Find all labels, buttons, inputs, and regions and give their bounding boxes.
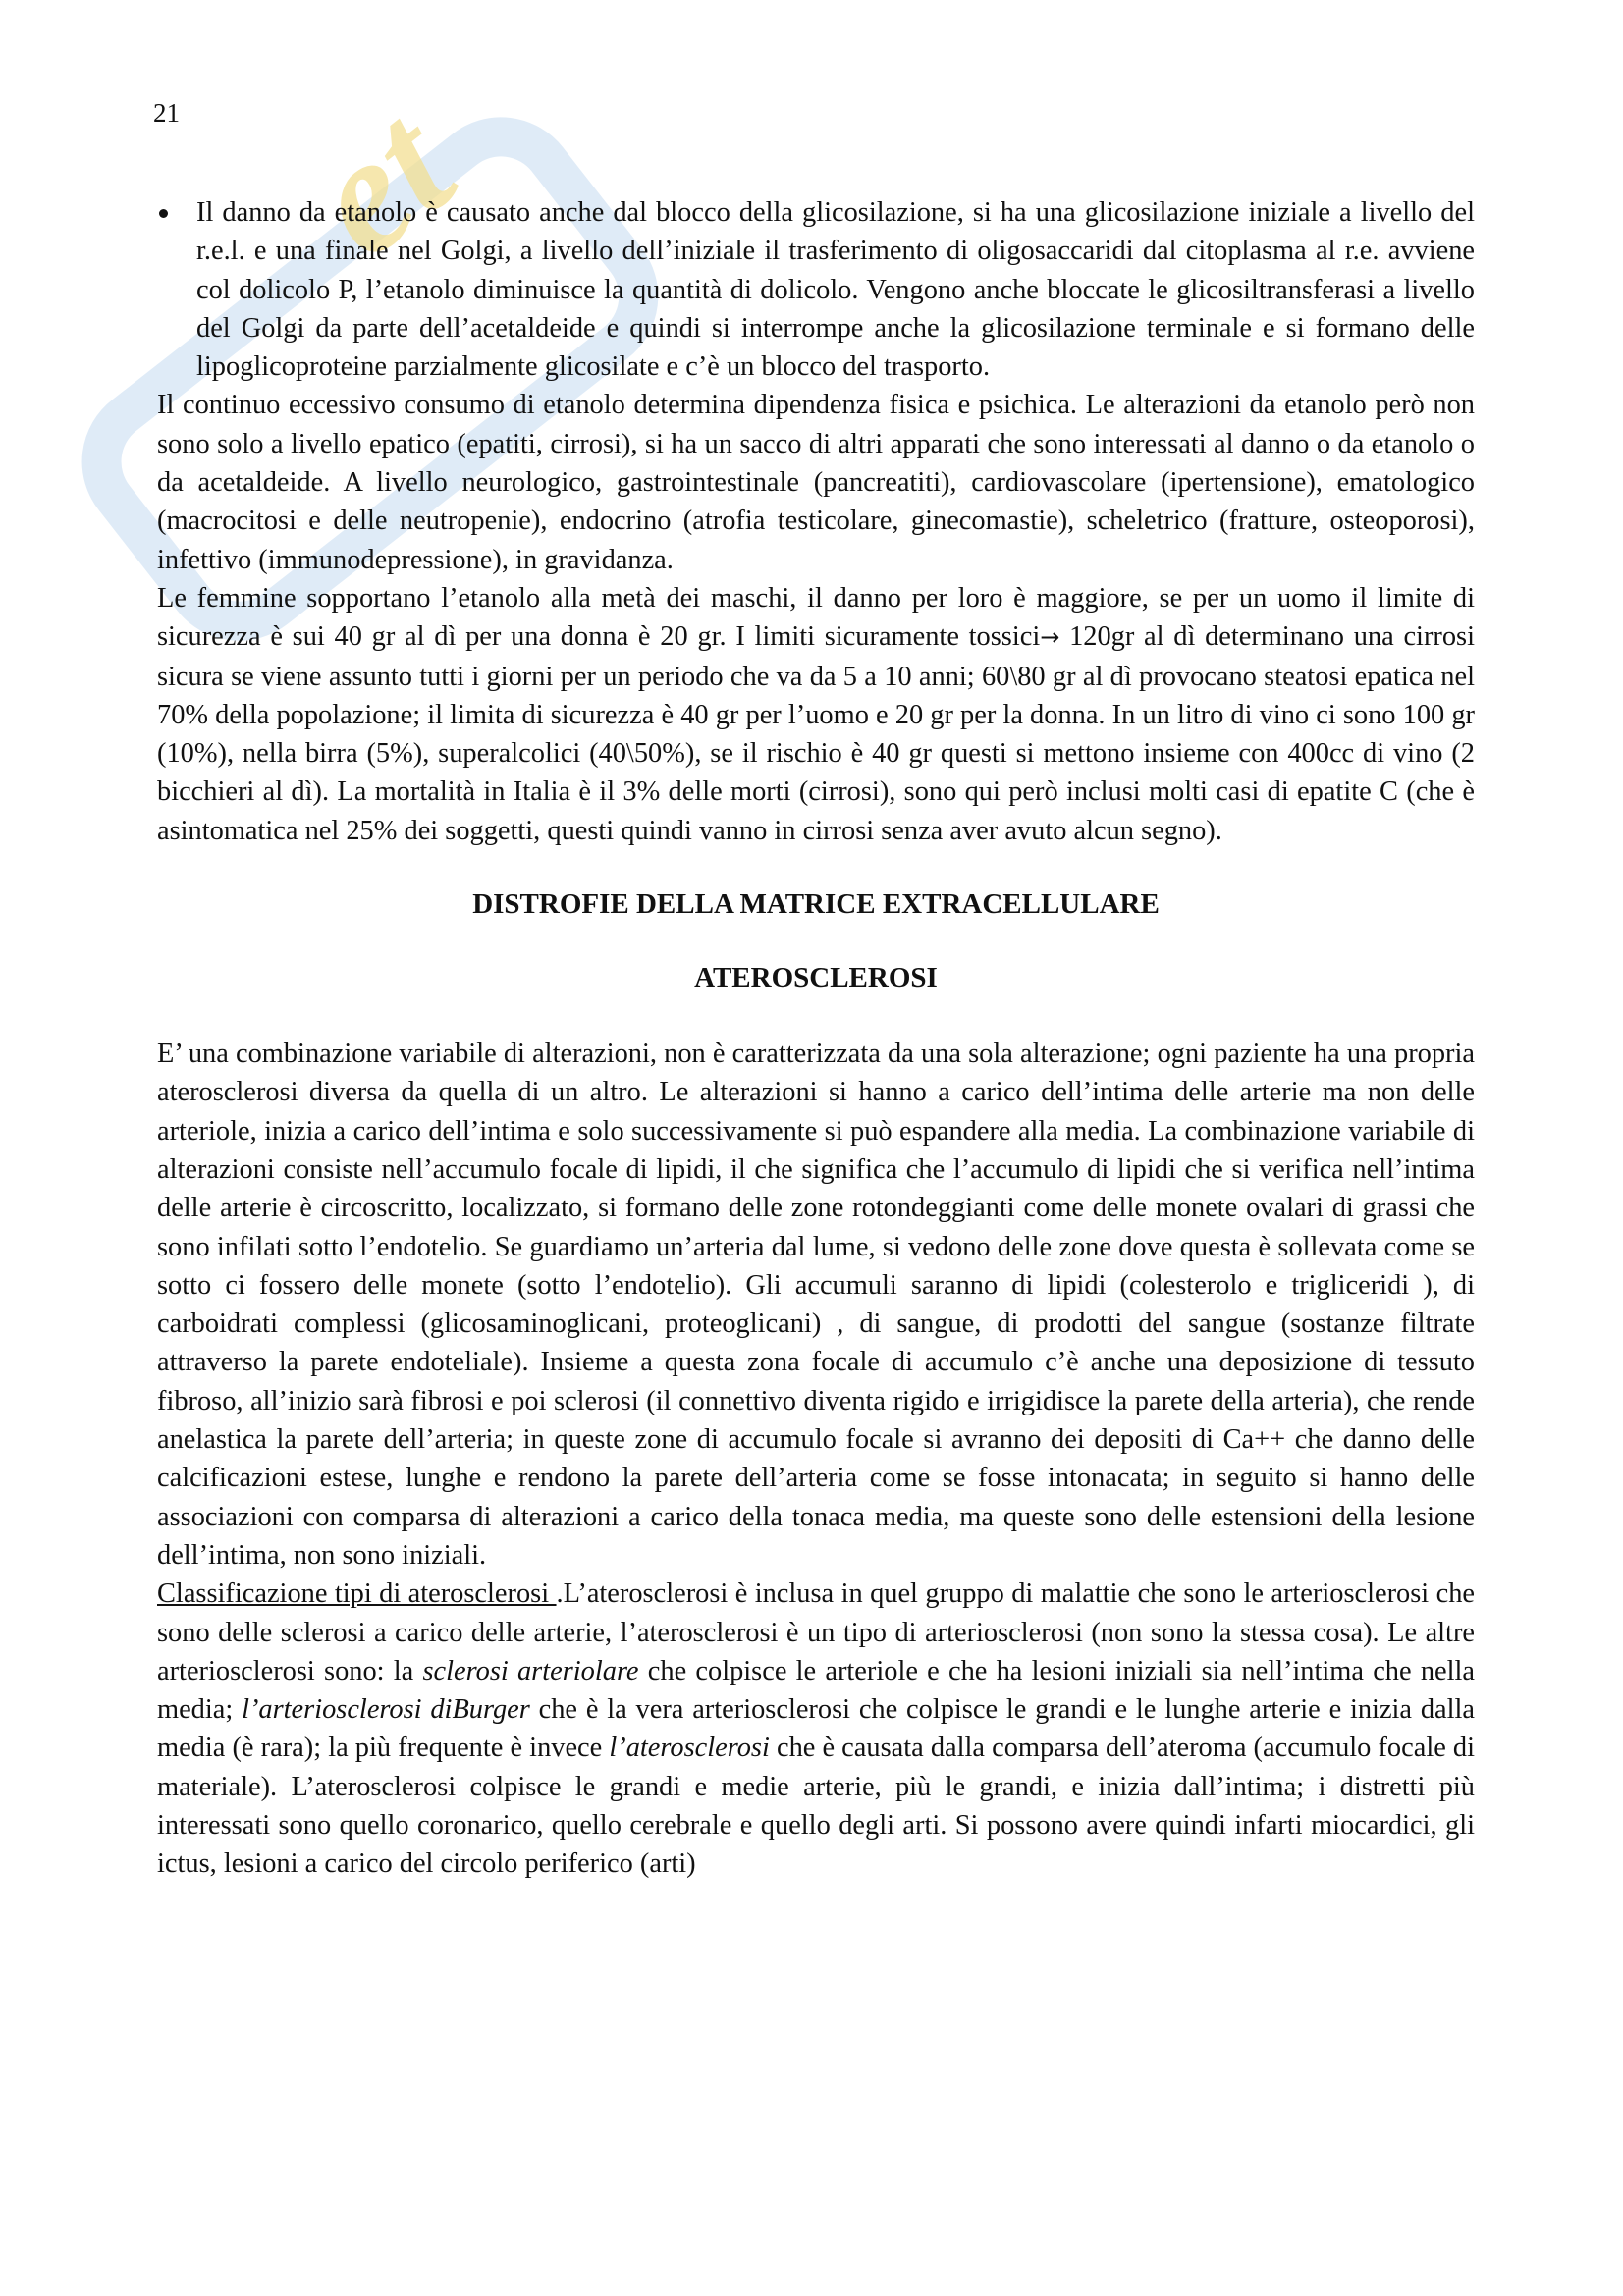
bullet-icon (159, 209, 168, 218)
bullet-item (157, 193, 1475, 386)
paragraph-femmine (157, 579, 1475, 850)
femmine-text-2: 120gr al dì determinano una cirrosi sicura se viene assunto tutti i giorni per un periodo che va da 5 a 10 anni; 60\80 gr al dì provocano steatosi epatica nel 70% della popolazione; il limita di sicurezza è 40 gr per l’uomo e 20 gr per la donna. In un litro di vino ci sono 100 gr (10%), nella birra (5%), superalcolici (40\50%), se il rischio è 40 gr questi si mettono insieme con 400cc di vino (2 bicchieri al dì). La mortalità in Italia è il 3% delle morti (cirrosi), sono qui però inclusi molti casi di epatite C (che è asintomatica nel 25% dei soggetti, questi quindi vanno in cirrosi senza aver avuto alcun segno). (157, 621, 1475, 846)
class-text-2: che colpisce le arteriole e che ha lesioni iniziali sia nell’intima che nella media; (157, 1655, 1475, 1726)
document-body (157, 193, 1475, 1884)
term-aterosclerosi: l’aterosclerosi (609, 1733, 770, 1764)
term-arteriosclerosi-burger: l’arteriosclerosi diBurger (242, 1694, 530, 1726)
term-sclerosi-arteriolare: sclerosi arteriolare (422, 1655, 639, 1686)
classification-subheading: Classificazione tipi di aterosclerosi (157, 1578, 557, 1610)
paragraph-consumo: Il continuo eccessivo consumo di etanolo determina dipendenza fisica e psichica. Le alterazioni da etanolo però non sono solo a livello epatico (epatiti, cirrosi), si ha un sacco di altri apparati che sono interessati al danno o da etanolo o da acetaldeide. A livello neurologico, gastrointestinale (pancreatiti), cardiovascolare (ipertensione), ematologico (macrocitosi e delle neutropenie), endocrino (atrofia testicolare, ginecomastie), scheletrico (fratture, osteoporosi), infettivo (immunodepressione), in gravidanza. (157, 390, 1475, 575)
heading-distrofie: DISTROFIE DELLA MATRICE EXTRACELLULARE (472, 888, 1160, 921)
class-text-1: .L’aterosclerosi è inclusa in quel gruppo di malattie che sono le arteriosclerosi che sono delle sclerosi a carico delle arterie, l’aterosclerosi è un tipo di arteriosclerosi (non sono la stessa cosa). Le altre arteriosclerosi sono: la (157, 1578, 1475, 1686)
watermark-text: et (275, 72, 485, 293)
page-number: 21 (153, 98, 180, 128)
arrow-right-icon: → (1040, 623, 1060, 652)
femmine-text-1: Le femmine sopportano l’etanolo alla metà dei maschi, il danno per loro è maggiore, se per un uomo il limite di sicurezza è sui 40 gr al dì per una donna è 20 gr. I limiti sicuramente tossici (157, 582, 1475, 653)
bullet-text: Il danno da etanolo è causato anche dal blocco della glicosilazione, si ha una glicosilazione iniziale a livello del r.e.l. e una finale nel Golgi, a livello dell’iniziale il trasferimento di oligosaccaridi dal citoplasma al r.e. avviene col dolicolo P, l’etanolo diminuisce la quantità di dolicolo. Vengono anche bloccate le glicosiltransferasi a livello del Golgi da parte dell’acetaldeide e quindi si interrompe anche la glicosilazione terminale e si formano delle lipoglicoproteine parzialmente glicosilate e c’è un blocco del trasporto. (196, 197, 1475, 383)
paragraph-aterosclerosi: E’ una combinazione variabile di alterazioni, non è caratterizzata da una sola alterazione; ogni paziente ha una propria aterosclerosi diversa da quella di un altro. Le alterazioni si hanno a carico dell’intima delle arterie ma non delle arteriole, inizia a carico dell’intima e solo successivamente si può espandere alla media. La combinazione variabile di alterazioni consiste nell’accumulo focale di lipidi, il che significa che l’accumulo di lipidi che si verifica nell’intima delle arterie è circoscritto, localizzato, si formano delle zone rotondeggianti come delle monete ovalari di grassi che sono infilati sotto l’endotelio. Se guardiamo un’arteria dal lume, si vedono delle zone dove questa è sollevata come se sotto ci fossero delle monete (sotto l’endotelio). Gli accumuli saranno di lipidi (colesterolo e trigliceridi ), di carboidrati complessi (glicosaminoglicani, proteoglicani) , di sangue, di prodotti del sangue (sostanze filtrate attraverso la parete endoteliale). Insieme a questa zona focale di accumulo c’è anche una deposizione di tessuto fibroso, all’inizio sarà fibrosi e poi sclerosi (il connettivo diventa rigido e irrigidisce la parete della arteria), che rende anelastica la parete dell’arteria; in queste zone di accumulo focale si avranno dei depositi di Ca++ che danno delle calcificazioni estese, lunghe e rendono la parete dell’arteria come se fosse intonacata; in seguito si hanno delle associazioni con comparsa di alterazioni a carico della tonaca media, ma queste sono delle estensioni della lesione dell’intima, non sono iniziali. (157, 1039, 1475, 1571)
bullet-list (157, 193, 1475, 386)
paragraph-classificazione (157, 1575, 1475, 1883)
class-text-4: che è causata dalla comparsa dell’ateroma (accumulo focale di materiale). L’aterosclerosi colpisce le grandi e medie arterie, più le grandi, e inizia dall’intima; i distretti più interessati sono quello coronarico, quello cerebrale e quello degli arti. Si possono avere quindi infarti miocardici, gli ictus, lesioni a carico del circolo periferico (arti) (157, 1733, 1475, 1880)
heading-aterosclerosi: ATEROSCLEROSI (694, 962, 938, 994)
class-text-3: che è la vera arteriosclerosi che colpisce le grandi e le lunghe arterie e inizia dalla media (è rara); la più frequente è invece (157, 1694, 1476, 1764)
